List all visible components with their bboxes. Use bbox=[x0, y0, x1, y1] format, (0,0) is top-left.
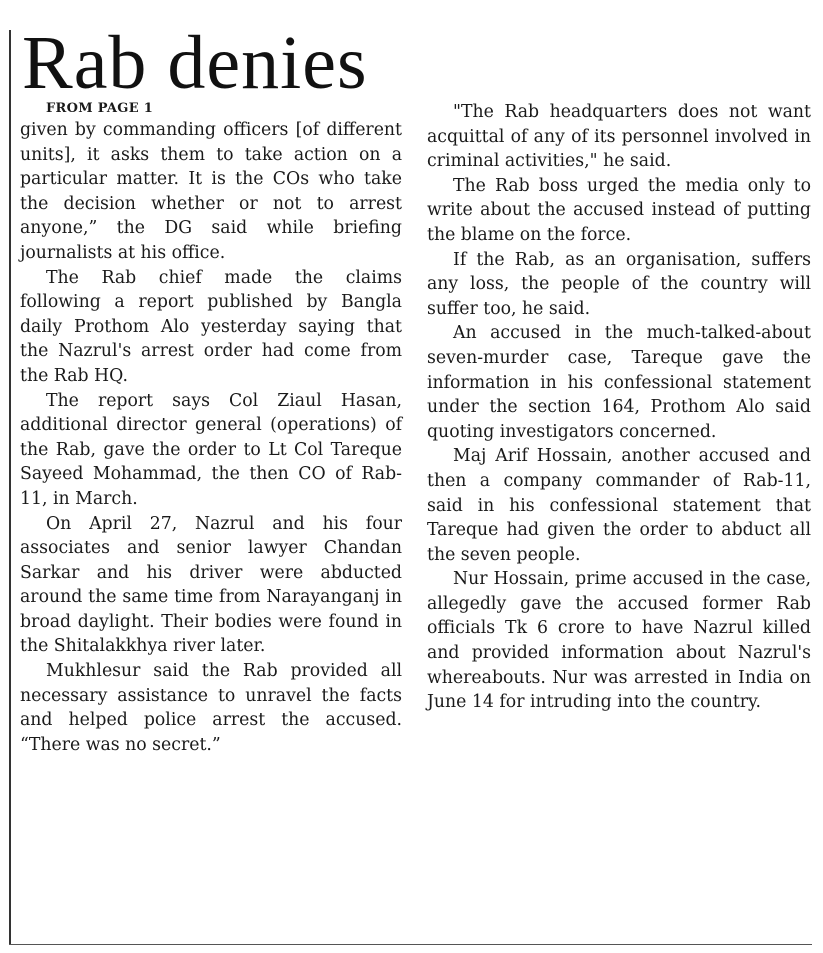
bottom-rule bbox=[9, 944, 812, 945]
paragraph: Maj Arif Hossain, another accused and then a company commander of Rab-11, said in his confessional statement that Tareque had given the order to abduct all the seven people. bbox=[427, 446, 811, 565]
paragraph: An accused in the much-talked-about seven-murder case, Tareque gave the information in his confessional statement under the section 164, Prothom Alo said quoting investigators concerned. bbox=[427, 323, 811, 442]
paragraph: given by commanding officers [of different units], it asks them to take action on a particular matter. It is the COs who take the decision whether or not to arrest anyone,” the DG said while briefing journalists at his office. bbox=[20, 120, 402, 263]
paragraph: The Rab boss urged the media only to write about the accused instead of putting the blame on the force. bbox=[427, 175, 811, 245]
headline: Rab denies bbox=[22, 21, 368, 105]
paragraph: The report says Col Ziaul Hasan, additional director general (operations) of the Rab, gave the order to Lt Col Tareque Sayeed Mohammad, the then CO of Rab-11, in March. bbox=[20, 390, 402, 509]
kicker: FROM PAGE 1 bbox=[46, 101, 154, 116]
paragraph: "The Rab headquarters does not want acquittal of any of its personnel involved in criminal activities," he said. bbox=[427, 102, 811, 172]
left-column-rule bbox=[9, 30, 11, 945]
paragraph: The Rab chief made the claims following a report published by Bangla daily Prothom Alo yesterday saying that the Nazrul's arrest order had come from the Rab HQ. bbox=[20, 267, 402, 386]
article-column-right bbox=[427, 100, 811, 715]
paragraph: On April 27, Nazrul and his four associates and senior lawyer Chandan Sarkar and his driver were abducted around the same time from Narayanganj in broad daylight. Their bodies were found in the Shitalakkhya river later. bbox=[20, 513, 402, 657]
paragraph: If the Rab, as an organisation, suffers any loss, the people of the country will suffer too, he said. bbox=[427, 249, 811, 319]
article-column-left bbox=[20, 100, 402, 757]
paragraph: Mukhlesur said the Rab provided all necessary assistance to unravel the facts and helped police arrest the accused. “There was no secret.” bbox=[20, 661, 402, 755]
paragraph: Nur Hossain, prime accused in the case, allegedly gave the accused former Rab officials Tk 6 crore to have Nazrul killed and provided information about Nazrul's whereabouts. Nur was arrested in India on June 14 for intruding into the country. bbox=[427, 569, 811, 713]
